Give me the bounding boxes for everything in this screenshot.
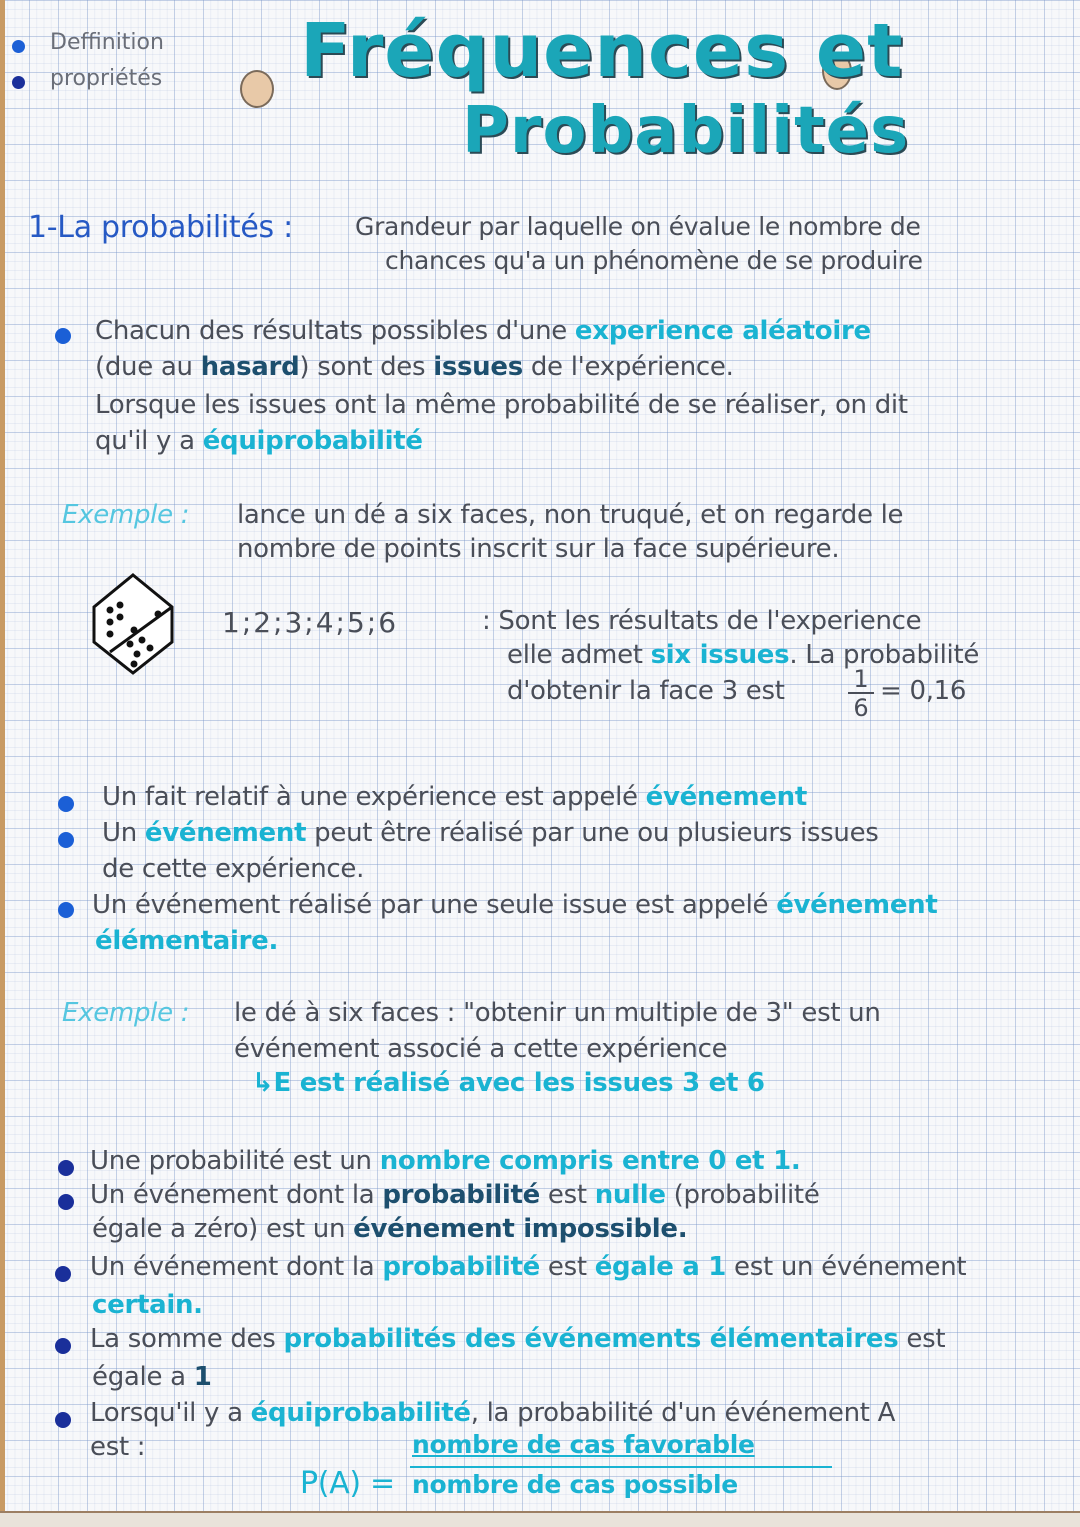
text-segment: Un événement dont la — [90, 1252, 383, 1282]
text-segment: est — [539, 1252, 595, 1282]
text-segment: nulle — [594, 1180, 666, 1210]
text-segment: Une probabilité est un — [90, 1146, 380, 1176]
bullet-icon — [58, 1194, 74, 1210]
text-segment: Un — [102, 818, 145, 848]
bullet-icon — [55, 328, 71, 344]
text-line — [92, 1214, 687, 1244]
text-segment: probabilité — [382, 1180, 540, 1210]
text-segment: égale a — [92, 1362, 194, 1392]
text-line — [90, 1180, 820, 1210]
text-segment: événement — [645, 782, 807, 812]
decorative-circle-icon — [240, 70, 274, 108]
text-segment: Chacun des résultats possibles d'une — [95, 316, 575, 346]
text-segment: . La probabilité — [789, 640, 980, 670]
bullet-icon — [58, 796, 74, 812]
text-line: Lorsque les issues ont la même probabilité de se réaliser, on dit — [95, 390, 908, 420]
page-title-line1: Fréquences et — [300, 8, 904, 94]
text-line — [90, 1252, 966, 1282]
bullet-icon — [58, 1160, 74, 1176]
bullet-icon — [58, 902, 74, 918]
section-heading: 1-La probabilités : — [28, 210, 293, 245]
text-segment: événement impossible. — [353, 1214, 688, 1244]
text-line: nombre de points inscrit sur la face supérieure. — [237, 534, 840, 564]
formula-denominator: nombre de cas possible — [412, 1470, 738, 1499]
definition-line: chances qu'a un phénomène de se produire — [385, 246, 923, 275]
outcomes-list: 1;2;3;4;5;6 — [222, 606, 399, 639]
text-segment: égale a zéro) est un — [92, 1214, 354, 1244]
text-line — [102, 818, 879, 848]
text-line — [507, 640, 979, 670]
text-line — [92, 1362, 212, 1392]
text-segment: nombre compris entre 0 et 1. — [379, 1146, 801, 1176]
text-segment: 6 — [853, 694, 869, 722]
text-line — [95, 316, 871, 346]
text-segment: Lorsqu'il y a — [90, 1398, 251, 1428]
page-title-line2: Probabilités — [462, 94, 910, 168]
formula-numerator: nombre de cas favorable — [412, 1430, 755, 1459]
text-segment: experience aléatoire — [574, 316, 871, 346]
sidebar-item-proprietes: propriétés — [50, 66, 163, 91]
sidebar-item-definition: Deffinition — [50, 30, 164, 55]
text-line — [102, 782, 807, 812]
text-segment: , la probabilité d'un événement A — [470, 1398, 896, 1428]
text-line: le dé à six faces : "obtenir un multiple de 3" est un — [234, 998, 881, 1028]
text-line — [90, 1146, 800, 1176]
text-segment: équiprobabilité — [250, 1398, 471, 1428]
text-segment: (due au — [95, 352, 201, 382]
fraction-one-sixth — [848, 666, 874, 722]
text-line — [90, 1324, 945, 1354]
text-segment: probabilités des événements élémentaires — [283, 1324, 899, 1354]
bullet-icon — [55, 1266, 71, 1282]
example-label: Exemple : — [62, 500, 190, 530]
text-segment: Un événement dont la — [90, 1180, 383, 1210]
text-segment: peut être réalisé par une ou plusieurs issues — [306, 818, 879, 848]
text-segment: équiprobabilité — [202, 426, 423, 456]
text-line: de cette expérience. — [102, 854, 365, 884]
page-edge — [0, 0, 5, 1527]
text-segment: probabilité — [382, 1252, 540, 1282]
text-line: ↳E est réalisé avec les issues 3 et 6 — [252, 1068, 765, 1098]
example-label: Exemple : — [62, 998, 190, 1028]
text-line — [90, 1398, 895, 1428]
text-segment: Un fait relatif à une expérience est appelé — [102, 782, 646, 812]
text-segment: est un événement — [726, 1252, 967, 1282]
text-segment: égale a 1 — [594, 1252, 727, 1282]
text-segment: de l'expérience. — [522, 352, 734, 382]
text-segment: Un événement réalisé par une seule issue est appelé — [92, 890, 777, 920]
bullet-icon — [12, 76, 25, 89]
bullet-icon — [12, 40, 25, 53]
fraction-bar — [410, 1466, 832, 1468]
text-segment: est — [539, 1180, 595, 1210]
text-line: événement associé a cette expérience — [234, 1034, 728, 1064]
text-segment: qu'il y a — [95, 426, 203, 456]
approx-value: = 0,16 — [880, 676, 967, 706]
text-line: d'obtenir la face 3 est — [507, 676, 785, 706]
text-line — [92, 890, 938, 920]
text-line — [95, 352, 734, 382]
text-line: certain. — [92, 1290, 203, 1320]
page-bottom-edge — [0, 1511, 1080, 1527]
text-segment: six issues — [650, 640, 790, 670]
text-segment: (probabilité — [665, 1180, 820, 1210]
text-segment: événement — [144, 818, 307, 848]
text-segment: issues — [433, 352, 523, 382]
bullet-icon — [55, 1412, 71, 1428]
text-segment: 1 — [193, 1362, 212, 1392]
text-segment: événement — [776, 890, 938, 920]
bullet-icon — [58, 832, 74, 848]
text-segment: 1 — [848, 666, 874, 694]
text-segment: ) sont des — [299, 352, 434, 382]
text-line — [95, 426, 423, 456]
definition-line: Grandeur par laquelle on évalue le nombre de — [355, 212, 921, 241]
text-segment: hasard — [200, 352, 300, 382]
text-line: : Sont les résultats de l'experience — [482, 606, 922, 636]
text-line: élémentaire. — [95, 926, 279, 956]
text-segment: elle admet — [507, 640, 651, 670]
text-line: est : — [90, 1432, 146, 1462]
text-line: lance un dé a six faces, non truqué, et on regarde le — [237, 500, 904, 530]
dice-icon — [90, 572, 176, 676]
text-segment: est — [898, 1324, 946, 1354]
formula-lhs: P(A) = — [300, 1466, 395, 1501]
bullet-icon — [55, 1338, 71, 1354]
text-segment: La somme des — [90, 1324, 284, 1354]
